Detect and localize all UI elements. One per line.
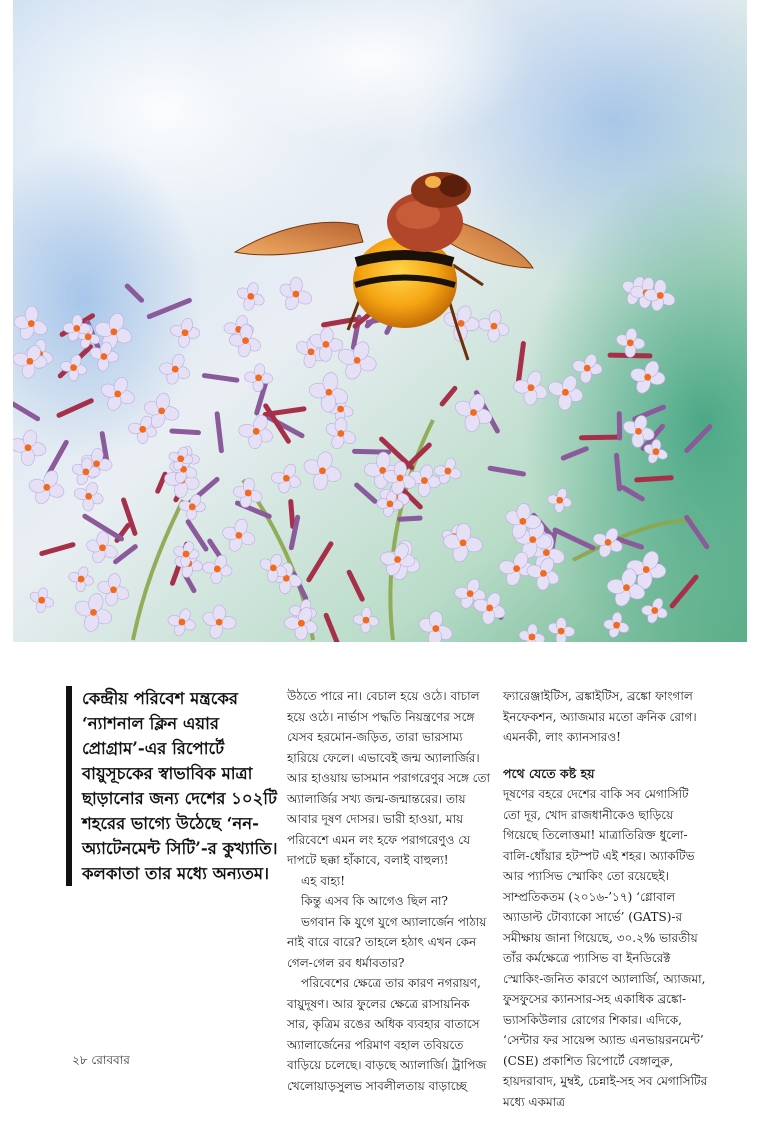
paragraph: ভগবান কি যুগে যুগে অ্যালার্জেন পাঠায় নাই বারে বারে? তাহলে হঠাৎ এখন কেন গেল-গেল রব ধর্মাবতার? (287, 914, 487, 970)
hero-photo (13, 0, 747, 642)
paragraph: পরিবেশের ক্ষেত্রে তার কারণ নগরায়ণ, বায়ুদূষণ। আর ফুলের ক্ষেত্রে রাসায়নিক সার, কৃত্রিম রঙের অধিক ব্যবহার বাতাসে অ্যালার্জেনের পরিমাণ বহাল তবিয়তে বাড়িয়ে চলেছে। বাড়ছে অ্যালার্জি। ট্রাপিজ খেলোয়াড়সুলভ সাবলীলতায় বাড়াচ্ছে (287, 976, 487, 1093)
pull-quote (66, 686, 287, 886)
paragraph: উঠতে পারে না। বেচাল হয়ে ওঠে। বাচাল হয়ে ওঠে। নার্ভাস পদ্ধতি নিয়ন্ত্রণের সঙ্গে যেসব হরমোন-জড়িত, তারা ভারসাম্য হারিয়ে ফেলে। এভাবেই জন্ম অ্যালার্জির। আর হাওয়ায় ভাসমান পরাগরেণুর সঙ্গে তো অ্যালার্জির সখ্য জন্ম-জন্মান্তরের। তায় আবার দূষণ দোসর। ভারী হাওয়া, মায় পরিবেশে এমন লং হফে পরাগরেণুও যে দাপটে ছক্কা হাঁকাবে, বলাই বাহুল্য! (287, 689, 490, 867)
paragraph: এহ বাহ্য! (301, 873, 346, 888)
page-folio: ২৮ রোববার (72, 1053, 130, 1067)
body-column-3 (503, 686, 708, 1112)
paragraph: কিন্তু এসব কি আগেও ছিল না? (301, 894, 448, 908)
pull-quote-text: কেন্দ্রীয় পরিবেশ মন্ত্রকের ‘ন্যাশনাল ক্লিন এয়ার প্রোগ্রাম’-এর রিপোর্টে বায়ুসূচকের স্বাভাবিক মাত্রা ছাড়ানোর জন্য দেশের ১০২টি শহরের ভাগ্যে উঠেছে ‘নন-অ্যাটেনমেন্ট সিটি’-র কুখ্যাতি। কলকাতা তার মধ্যে অন্যতম। (82, 689, 278, 883)
paragraph: দূষণের বহরে দেশের বাকি সব মেগাসিটি তো দূর, খোদ রাজধানীকেও ছাড়িয়ে গিয়েছে তিলোত্তমা! মাত্রাতিরিক্ত ধুলো-বালি-ধোঁয়ার হটস্পট এই শহর। অ্যাকটিভ আর প্যাসিভ স্মোকিং তো রয়েছেই। সাম্প্রতিকতম (২০১৬-’১৭) ‘গ্লোবাল অ্যাডাল্ট টোব্যাকো সার্ভে’ (GATS)-র সমীক্ষায় জানা গিয়েছে, ৩০.২% ভারতীয় তাঁর কর্মক্ষেত্রে প্যাসিভ বা ইনডিরেক্ট স্মোকিং-জনিত কারণে অ্যালার্জি, অ্যাজমা, ফুসফুসের ক্যানসার-সহ একাধিক ব্রঙ্কো-ভ্যাসকিউলার রোগের শিকার। এদিকে, ‘সেন্টার ফর সায়েন্স অ্যান্ড এনভায়রনমেন্ট’ (CSE) প্রকাশিত রিপোর্টে বেঙ্গালুরু, হায়দরাবাদ, মুম্বই, চেন্নাই-সহ সব মেগাসিটির মধ্যে একমাত্র (503, 787, 708, 1109)
body-column-2 (287, 686, 490, 1096)
paragraph: ফ্যারেঞ্জাইটিস, ব্রঙ্কাইটিস, ব্রঙ্কো ফাংগাল ইনফেকশন, অ্যাজমার মতো ক্রনিক রোগ। এমনকী, লাং ক্যানসারও! (503, 689, 697, 744)
subheading: পথে যেতে কষ্ট হয় (503, 765, 595, 781)
